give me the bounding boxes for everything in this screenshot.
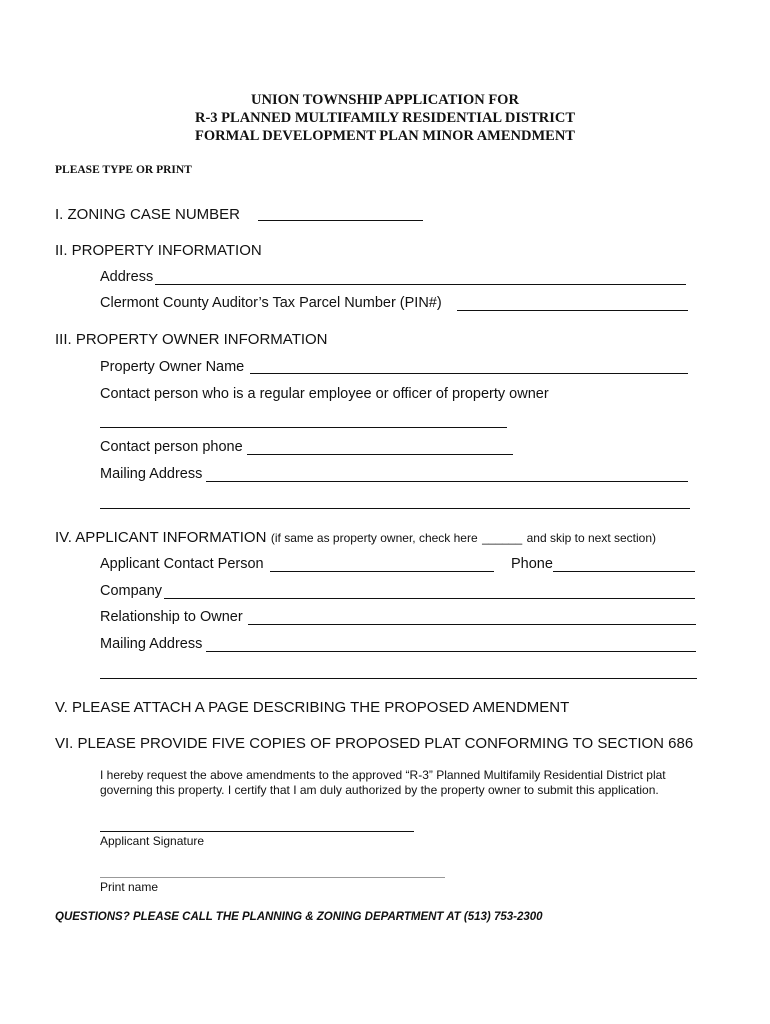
company-label: Company (100, 583, 163, 599)
section-applicant-information (55, 529, 656, 547)
address-label: Address (100, 269, 154, 285)
section-applicant-information-label: IV. APPLICANT INFORMATION (55, 529, 267, 546)
applicant-mailing-address-label: Mailing Address (100, 636, 203, 652)
certification-text-line-1: I hereby request the above amendments to the approved “R-3” Planned Multifamily Residential District plat (100, 768, 666, 782)
owner-mailing-address-field-line-2[interactable] (100, 508, 690, 509)
section-five-copies-label: VI. PLEASE PROVIDE FIVE COPIES OF PROPOSED PLAT CONFORMING TO SECTION 686 (55, 735, 694, 752)
section-property-information-label: II. PROPERTY INFORMATION (55, 242, 262, 259)
section-zoning-case-label: I. ZONING CASE NUMBER (55, 206, 241, 223)
property-owner-name-field[interactable] (250, 373, 688, 374)
contact-person-field[interactable] (100, 427, 507, 428)
form-title-line-2: R-3 PLANNED MULTIFAMILY RESIDENTIAL DISTRICT (194, 110, 576, 126)
contact-person-phone-label: Contact person phone (100, 439, 243, 455)
relationship-to-owner-label: Relationship to Owner (100, 609, 243, 625)
owner-mailing-address-label: Mailing Address (100, 466, 203, 482)
property-address-field[interactable] (155, 284, 686, 285)
section-property-owner-label: III. PROPERTY OWNER INFORMATION (55, 331, 328, 348)
company-field[interactable] (164, 598, 695, 599)
parcel-number-field[interactable] (457, 310, 688, 311)
zoning-case-number-field[interactable] (258, 220, 423, 221)
print-name-label: Print name (100, 880, 159, 894)
applicant-phone-field[interactable] (553, 571, 695, 572)
property-owner-name-label: Property Owner Name (100, 359, 245, 375)
applicant-mailing-address-field-line-2[interactable] (100, 678, 697, 679)
applicant-mailing-address-field[interactable] (206, 651, 696, 652)
questions-contact-footer: QUESTIONS? PLEASE CALL THE PLANNING & ZONING DEPARTMENT AT (513) 753-2300 (55, 911, 543, 923)
applicant-phone-label: Phone (511, 556, 553, 572)
print-name-field[interactable] (100, 877, 445, 878)
parcel-number-label: Clermont County Auditor’s Tax Parcel Number (PIN#) (100, 295, 442, 311)
section-attach-page-label: V. PLEASE ATTACH A PAGE DESCRIBING THE PROPOSED AMENDMENT (55, 699, 570, 716)
applicant-contact-person-field[interactable] (270, 571, 494, 572)
applicant-contact-person-label: Applicant Contact Person (100, 556, 264, 572)
contact-person-phone-field[interactable] (247, 454, 513, 455)
certification-text-line-2: governing this property. I certify that I am duly authorized by the property owner to submit this application. (100, 783, 659, 797)
print-instruction: PLEASE TYPE OR PRINT (55, 164, 192, 176)
applicant-signature-label: Applicant Signature (100, 834, 205, 848)
contact-person-label: Contact person who is a regular employee or officer of property owner (100, 386, 549, 402)
owner-mailing-address-field[interactable] (206, 481, 688, 482)
applicant-signature-field[interactable] (100, 831, 414, 832)
form-title-line-3: FORMAL DEVELOPMENT PLAN MINOR AMENDMENT (195, 128, 575, 144)
same-as-owner-checkbox-blank[interactable]: ______ (482, 531, 523, 545)
same-as-owner-note-suffix: and skip to next section) (526, 531, 657, 545)
form-title-line-1: UNION TOWNSHIP APPLICATION FOR (251, 92, 519, 108)
same-as-owner-note-prefix: (if same as property owner, check here (270, 531, 478, 545)
relationship-to-owner-field[interactable] (248, 624, 696, 625)
